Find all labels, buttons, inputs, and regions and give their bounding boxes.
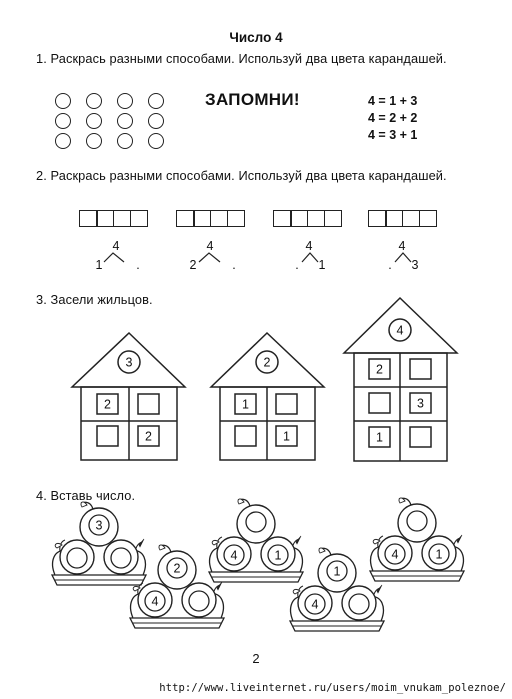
basket-top-number[interactable]: 3 [95,518,103,533]
task-2-instruction: 2. Раскрась разными способами. Используй два цвета карандашей. [36,168,447,183]
equation-3: 4 = 3 + 1 [368,128,418,142]
basket-left-number[interactable]: 4 [151,594,159,609]
roof-number: 2 [263,355,271,370]
roof-number: 3 [125,355,133,370]
split-right[interactable]: 1 [318,258,326,272]
task-3-instruction: 3. Засели жильцов. [36,292,153,307]
basket-1 [52,502,146,585]
window-number[interactable]: 1 [242,397,249,412]
task-1-instruction: 1. Раскрась разными способами. Используй два цвета карандашей. [36,51,447,66]
basket-top-number[interactable]: 2 [173,561,181,576]
page-title: Число 4 [229,30,283,45]
split-left[interactable]: . [388,258,392,272]
roof-number: 4 [396,323,404,338]
basket-2 [209,499,303,582]
split-right[interactable]: . [136,258,140,272]
remember-label: ЗАПОМНИ! [205,90,300,109]
task-4-instruction: 4. Вставь число. [36,488,136,503]
basket-3 [370,498,464,581]
window-number[interactable]: 1 [376,430,383,445]
split-right[interactable]: . [232,258,236,272]
window-number[interactable]: 1 [283,429,290,444]
watermark-url[interactable]: http://www.liveinternet.ru/users/moim_vnukam_poleznoe/ [159,682,506,694]
split-left[interactable]: . [295,258,299,272]
split-top: 4 [112,239,120,253]
window-number[interactable]: 2 [104,397,111,412]
basket-top-number[interactable]: 1 [333,564,341,579]
split-top: 4 [206,239,214,253]
basket-right-number[interactable]: 1 [274,548,282,563]
window-number[interactable]: 2 [376,362,383,377]
split-top: 4 [398,239,406,253]
basket-right-number[interactable]: 1 [435,547,443,562]
split-right[interactable]: 3 [411,258,419,272]
basket-left-number[interactable]: 4 [230,548,238,563]
basket-left-number[interactable]: 4 [311,597,319,612]
split-left[interactable]: 1 [95,258,103,272]
equation-1: 4 = 1 + 3 [368,94,418,108]
basket-left-number[interactable]: 4 [391,547,399,562]
split-top: 4 [305,239,313,253]
page-number: 2 [252,651,260,666]
window-number[interactable]: 3 [417,396,424,411]
window-number[interactable]: 2 [145,429,152,444]
split-left[interactable]: 2 [189,258,197,272]
equation-2: 4 = 2 + 2 [368,111,418,125]
